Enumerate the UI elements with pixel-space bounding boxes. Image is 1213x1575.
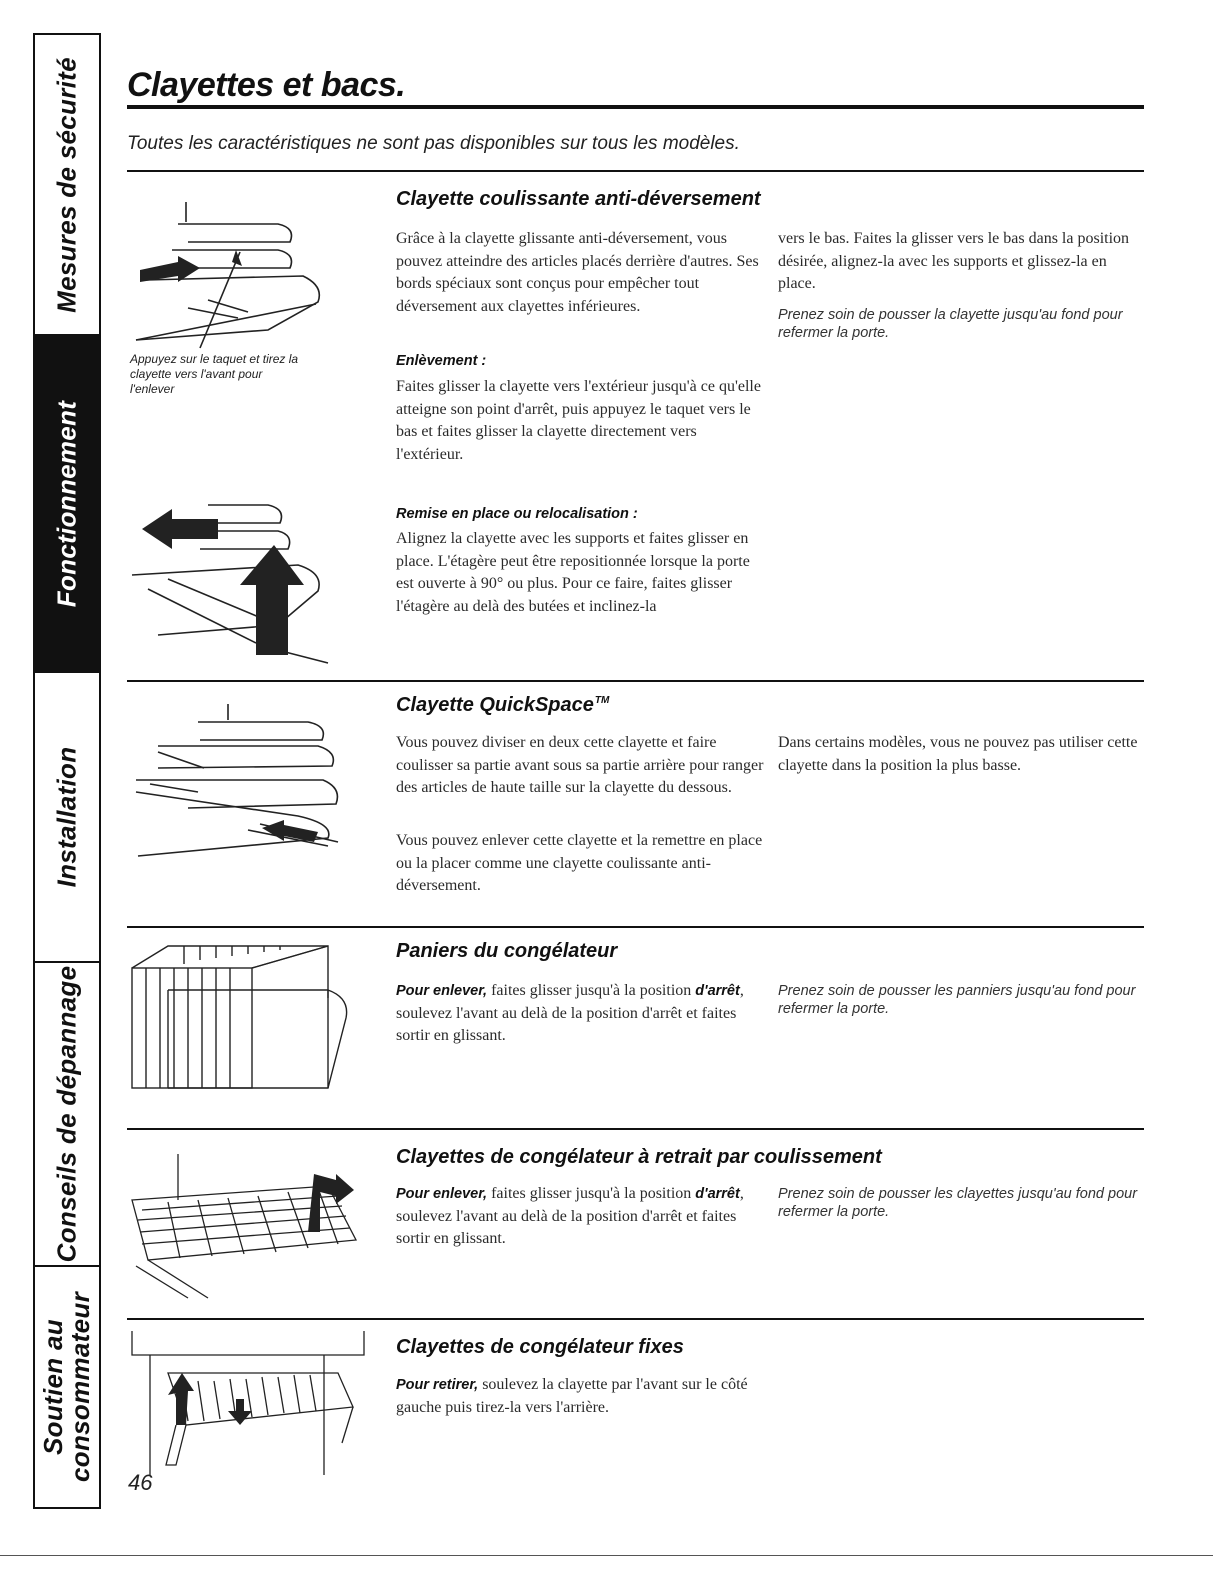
- quickspace-text-2: Vous pouvez enlever cette clayette et la remettre en place ou la placer comme une clayette coulissante anti-déversement.: [396, 832, 763, 894]
- baskets-heading: Paniers du congélateur: [396, 940, 618, 962]
- anti-spill-heading: Clayette coulissante anti-déversement: [396, 188, 761, 210]
- baskets-lead: Pour enlever,: [396, 983, 488, 999]
- anti-spill-intro: Grâce à la clayette glissante anti-déversement, vous pouvez atteindre des articles placés derrière d'autres. Ses bords spéciaux sont conçus pour empêcher tout déversement aux clayettes inférieures.: [396, 230, 759, 315]
- section-divider: [127, 680, 1144, 682]
- baskets-right-note: Prenez soin de pousser les panniers jusqu'au fond pour refermer la porte.: [778, 983, 1136, 1017]
- removal-text: Faites glisser la clayette vers l'extérieur jusqu'à ce qu'elle atteigne son point d'arrêt, puis appuyez le taquet vers le bas et faites glisser la clayette directement vers l'extérieur.: [396, 378, 761, 463]
- section-divider: [127, 170, 1144, 172]
- anti-spill-right-note: Prenez soin de pousser la clayette jusqu'au fond pour refermer la porte.: [778, 307, 1123, 341]
- quickspace-right-text: Dans certains modèles, vous ne pouvez pas utiliser cette clayette dans la position la plus basse.: [778, 734, 1138, 774]
- baskets-stop-label: d'arrêt: [695, 983, 740, 999]
- tab-soutien-au-consommateur[interactable]: [35, 1267, 99, 1507]
- replace-text: Alignez la clayette avec les supports et faites glisser en place. L'étagère peut être repositionnée lorsque la porte est ouverte à 90° ou plus. Pour ce faire, faites glisser l'étagère au delà des butées et inclinez-la: [396, 530, 750, 615]
- tab-mesures-de-securite[interactable]: [35, 35, 99, 336]
- trademark-mark: TM: [594, 695, 610, 707]
- quickspace-shelf-illustration: [128, 696, 368, 861]
- fixed-heading: Clayettes de congélateur fixes: [396, 1336, 684, 1358]
- page-number: 46: [128, 1470, 153, 1495]
- tab-conseils-de-depannage[interactable]: [35, 963, 99, 1267]
- slide-out-stop-label: d'arrêt: [695, 1186, 740, 1202]
- slide-out-freezer-shelf-illustration: [128, 1140, 368, 1300]
- page-bottom-rule: [0, 1555, 1213, 1556]
- quickspace-text-1: Vous pouvez diviser en deux cette clayette et faire coulisser sa partie avant sous sa partie arrière pour ranger des articles de haute taille sur la clayette du dessous.: [396, 734, 764, 796]
- section-divider: [127, 926, 1144, 928]
- section-tab-strip: [33, 33, 101, 1509]
- slide-out-text: Pour enlever, faites glisser jusqu'à la position d'arrêt, soulevez l'avant au delà de la position d'arrêt et faites sortir en glissant.: [396, 1185, 744, 1247]
- anti-spill-shelf-removal-illustration: [128, 190, 368, 350]
- section-divider: [127, 1128, 1144, 1130]
- fixed-text: Pour retirer, soulevez la clayette par l'avant sur le côté gauche puis tirez-la vers l'arrière.: [396, 1376, 748, 1416]
- anti-spill-right-text: vers le bas. Faites la glisser vers le bas dans la position désirée, alignez-la avec les supports et glissez-la en place.: [778, 230, 1130, 292]
- slide-out-right-note: Prenez soin de pousser les clayettes jusqu'au fond pour refermer la porte.: [778, 1186, 1138, 1220]
- quickspace-heading: Clayette QuickSpace™: [396, 694, 610, 716]
- shelf-relocation-illustration: [128, 495, 368, 670]
- replace-heading: Remise en place ou relocalisation :: [396, 506, 638, 522]
- slide-out-heading: Clayettes de congélateur à retrait par coulissement: [396, 1146, 882, 1168]
- page-title: Clayettes et bacs.: [127, 66, 406, 104]
- removal-heading: Enlèvement :: [396, 353, 487, 369]
- section-divider: [127, 1318, 1144, 1320]
- tab-label: Fonctionnement: [51, 400, 82, 607]
- baskets-text: Pour enlever, faites glisser jusqu'à la position d'arrêt, soulevez l'avant au delà de la position d'arrêt et faites sortir en glissant.: [396, 982, 744, 1044]
- tab-label: Conseils de dépannage: [51, 965, 82, 1263]
- fixed-lead: Pour retirer,: [396, 1377, 479, 1393]
- fixed-freezer-shelf-illustration: [128, 1325, 373, 1485]
- tab-label: Soutien au consommateur: [38, 1292, 95, 1482]
- tab-label: Mesures de sécurité: [51, 56, 82, 313]
- tab-installation[interactable]: [35, 673, 99, 963]
- page-subtitle: Toutes les caractéristiques ne sont pas disponibles sur tous les modèles.: [127, 133, 740, 154]
- title-rule: [127, 105, 1144, 109]
- freezer-basket-illustration: [128, 938, 368, 1098]
- anti-spill-caption: Appuyez sur le taquet et tirez la clayette vers l'avant pour l'enlever: [130, 352, 299, 396]
- tab-fonctionnement[interactable]: [35, 336, 99, 673]
- slide-out-lead: Pour enlever,: [396, 1186, 488, 1202]
- tab-label: Installation: [51, 746, 82, 888]
